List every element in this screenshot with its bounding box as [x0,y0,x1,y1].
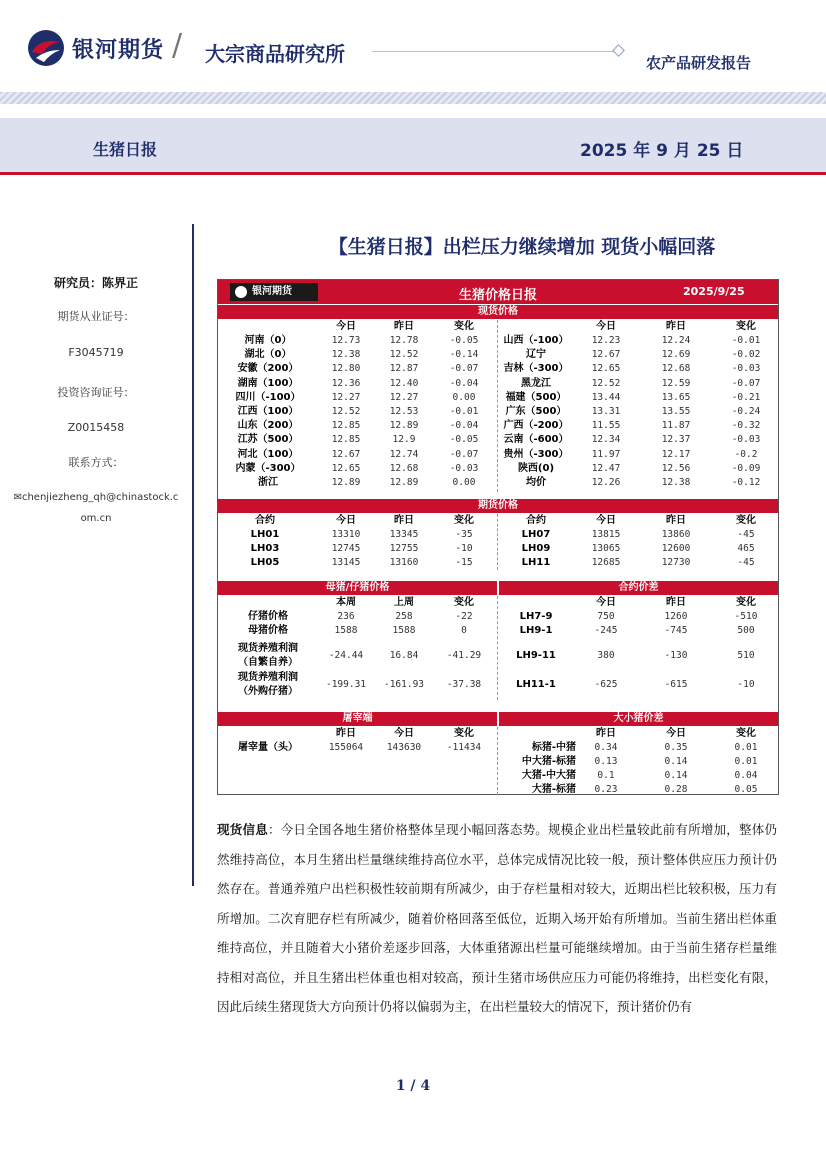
sow-header: 变化 [454,597,474,608]
spot-value-left: 12.74 [389,448,419,460]
page-header [0,0,826,92]
size-value: 0.23 [594,784,618,795]
title-band-underline [0,172,826,175]
spot-value-right: 11.87 [661,420,691,432]
spread-value: 500 [737,625,755,636]
futures-value-right: 465 [737,543,755,555]
slaughter-label: 屠宰量（头） [238,742,298,753]
sow-header: 上周 [394,597,414,608]
spread-header: 昨日 [666,597,686,608]
sow-label: 现货养殖利润 [238,672,298,683]
table-logo-text: 银河期货 [252,286,292,297]
spot-divider [497,320,498,492]
futures-value-right: 12730 [661,557,691,569]
sow-value: 16.84 [389,650,419,661]
sow-value: 1588 [334,625,358,636]
spread-value: -625 [594,679,618,690]
spot-value-right: 12.56 [661,462,691,474]
spot-value-left: -0.04 [449,377,479,389]
futures-header-right: 昨日 [666,515,686,526]
spot-value-right: -0.32 [731,420,761,432]
consult-cert: Z0015458 [67,421,125,434]
spot-value-right: 13.31 [591,406,621,417]
spread-value: -130 [664,650,688,661]
header-rule [372,51,622,52]
spot-region-left: 河南（0） [244,335,292,346]
sow-section-header: 母猪/仔猪价格 [218,581,497,595]
spot-header-right: 今日 [596,321,616,332]
futures-value-right: 12600 [661,543,691,555]
spot-region-right: 广东（500） [505,406,567,417]
futures-divider [497,514,498,570]
spread-header: 变化 [736,597,756,608]
galaxy-logo-icon [26,28,66,68]
sow-label-sub: （自繁自养） [238,657,298,668]
futures-header-left: 今日 [336,515,356,526]
futures-value-right: -45 [737,557,755,569]
size-section-header: 大小猪价差 [499,712,778,726]
size-value: 0.14 [664,770,688,781]
table-title: 生猪价格日报 [458,288,537,303]
slaughter-size-divider [497,727,498,795]
spot-value-left: 12.87 [389,363,419,375]
report-title: 【生猪日报】出栏压力继续增加 现货小幅回落 [328,236,716,258]
spot-value-left: -0.01 [449,406,479,417]
size-label: 中大猪-标猪 [521,756,576,767]
spot-value-left: 12.27 [389,391,419,403]
table-date: 2025/9/25 [683,285,745,298]
spot-value-right: 13.55 [661,406,691,417]
price-table [217,279,779,795]
futures-value-right: 13860 [661,529,691,540]
spot-value-left: 12.52 [331,406,361,417]
spot-header-left: 昨日 [394,321,414,332]
spot-value-left: -0.14 [449,349,479,361]
spot-region-right: 辽宁 [526,349,546,361]
spot-value-left: 0.00 [452,477,476,488]
futures-value-right: -45 [737,529,755,540]
spot-info-paragraph [217,815,777,1022]
futures-value-left: -10 [455,543,473,555]
spread-contract: LH11-1 [516,679,556,690]
spot-region-right: 吉林（-300） [503,363,569,375]
spot-region-left: 四川（-100） [235,391,301,403]
spot-value-right: -0.09 [731,462,761,474]
size-label: 大猪-标猪 [531,784,576,795]
spot-value-right: 11.55 [591,420,621,432]
spot-value-right: 13.44 [591,391,621,403]
futures-value-right: 12685 [591,557,621,569]
sow-value: 258 [395,611,413,622]
futures-contract-right: LH07 [521,529,551,540]
futures-contract-left: LH05 [250,557,280,569]
spot-value-left: 12.80 [331,363,361,375]
spot-region-right: 福建（500） [505,391,567,403]
spot-value-right: 12.69 [661,349,691,361]
spot-header-right: 昨日 [666,321,686,332]
futures-header-right: 变化 [736,515,756,526]
section-name: 生猪日报 [93,140,158,159]
spot-value-right: 12.17 [661,448,691,460]
current-page: 1 [395,1078,406,1094]
sow-label: 现货养殖利润 [238,643,298,654]
spread-value: 380 [597,650,615,661]
spot-value-left: 12.67 [331,448,361,460]
futures-header-right: 今日 [596,515,616,526]
spot-value-right: -0.02 [731,349,761,361]
spot-value-right: 12.52 [591,377,621,389]
spot-value-left: 12.85 [331,434,361,446]
futures-value-left: 12745 [331,543,361,555]
spread-value: -510 [734,611,758,622]
spot-value-right: -0.01 [731,335,761,346]
futures-header-right: 合约 [526,515,546,526]
futures-header-left: 昨日 [394,515,414,526]
spot-region-right: 广西（-200） [503,420,569,432]
sow-value: -24.44 [328,650,364,661]
sow-value: 236 [337,611,355,622]
spot-value-left: 12.89 [331,477,361,488]
slaughter-section-header: 屠宰端 [218,712,497,726]
sow-value: -22 [455,611,473,622]
spread-value: 1260 [664,611,688,622]
sow-value: 0 [461,625,467,636]
futures-header-left: 变化 [454,515,474,526]
spread-contract: LH7-9 [519,611,553,622]
futures-value-left: -15 [455,557,473,569]
spot-region-left: 湖南（100） [237,377,299,389]
spot-header-right: 变化 [736,321,756,332]
spot-region-left: 安徽（200） [237,363,299,375]
futures-value-left: 13310 [331,529,361,540]
sow-value: -41.29 [446,650,482,661]
spot-value-right: 12.59 [661,377,691,389]
spot-value-left: 12.9 [392,434,416,446]
spot-value-left: 12.85 [331,420,361,432]
spot-header-left: 今日 [336,321,356,332]
size-header: 变化 [736,728,756,739]
spot-value-right: 12.47 [591,462,621,474]
size-value: 0.1 [597,770,615,781]
spot-region-left: 内蒙（-300） [235,462,301,474]
slaughter-value: -11434 [446,742,482,753]
spot-header-left: 变化 [454,321,474,332]
spread-value: -745 [664,625,688,636]
spot-region-left: 浙江 [258,477,278,488]
futures-value-left: 12755 [389,543,419,555]
spot-value-left: 12.38 [331,349,361,361]
futures-value-left: 13345 [389,529,419,540]
spot-value-left: -0.03 [449,462,479,474]
report-date: 2025 年 9 月 25 日 [580,141,744,161]
size-value: 0.35 [664,742,688,753]
spot-value-left: 12.36 [331,377,361,389]
spot-value-right: -0.03 [731,434,761,446]
spot-info-text: ：今日全国各地生猪价格整体呈现小幅回落态势。规模企业出栏量较此前有所增加，整体仍然维持高位，本月生猪出栏量继续维持高位水平，总体完成情况比较一般，预计整体供应压力预计仍然存在。普通养殖户出栏积极性较前期有所减少，由于存栏量相对较大，近期出栏比较积极，压力有所增加。二次育肥存栏有所减少，随着价格回落至低位，近期入场开始有所增加。当前生猪出栏体重维持高位，并且随着大小猪价差逐步回落，大体重猪源出栏量可能继续增加。由于当前生猪存栏量维持相对高位，并且生猪出栏体重也相对较高，预计生猪市场供应压力可能仍将维持，出栏变化有限，因此后续生猪现货大方向预计仍将以偏弱为主，在出栏量较大的情况下，预计猪价仍有 [217,822,777,1014]
spot-value-right: -0.24 [731,406,761,417]
slaughter-header: 昨日 [336,728,356,739]
spot-region-right: 均价 [526,477,546,488]
email-line-2[interactable]: om.cn [80,513,112,524]
futures-cert: F3045719 [68,346,124,359]
sow-label-sub: （外购仔猪） [238,686,298,697]
futures-value-right: 13065 [591,543,621,555]
page-sep: / [405,1078,421,1094]
spot-region-right: 黑龙江 [521,377,551,389]
email-text-1: chenjiezheng_qh@chinastock.c [21,492,179,503]
spot-region-left: 江苏（500） [237,434,299,446]
size-value: 0.14 [664,756,688,767]
spot-region-right: 贵州（-300） [503,448,569,460]
spot-value-left: 12.89 [389,420,419,432]
size-header: 今日 [666,728,686,739]
spot-region-left: 山东（200） [237,420,299,432]
mail-icon: ✉ [13,492,22,503]
sow-header: 本周 [336,597,356,608]
size-label: 大猪-中大猪 [521,770,576,781]
spot-value-left: 12.52 [389,349,419,361]
spot-region-left: 江西（100） [237,406,299,417]
slaughter-value: 155064 [328,742,364,753]
sow-label: 仔猪价格 [248,611,288,622]
futures-contract-left: LH03 [250,543,280,555]
spot-value-right: -0.2 [734,448,758,460]
sow-value: -199.31 [325,679,367,690]
spot-value-left: -0.07 [449,363,479,375]
spot-value-left: -0.07 [449,448,479,460]
size-value: 0.04 [734,770,758,781]
futures-value-right: 13815 [591,529,621,540]
futures-cert-label: 期货从业证号： [57,310,135,323]
futures-value-left: 13145 [331,557,361,569]
spot-value-left: 12.68 [389,462,419,474]
researcher-name: 研究员：陈界正 [53,276,138,290]
spot-value-right: -0.07 [731,377,761,389]
spot-value-right: 12.65 [591,363,621,375]
spot-value-left: 12.65 [331,462,361,474]
futures-contract-right: LH11 [521,557,551,569]
total-pages: 4 [420,1078,431,1094]
spread-value: 750 [597,611,615,622]
futures-value-left: -35 [455,529,473,540]
size-value: 0.01 [734,756,758,767]
spot-value-left: -0.04 [449,420,479,432]
slaughter-value: 143630 [386,742,422,753]
spread-contract: LH9-1 [519,625,553,636]
report-type: 农产品研发报告 [646,54,752,72]
contact-label: 联系方式： [68,456,124,469]
sow-label: 母猪价格 [248,625,288,636]
page-number [0,1078,826,1094]
spread-value: -10 [737,679,755,690]
size-value: 0.01 [734,742,758,753]
logo-text: 银河期货 [72,38,165,63]
spot-value-left: 0.00 [452,391,476,403]
spot-value-right: 12.67 [591,349,621,361]
spot-region-right: 山西（-100） [503,335,569,346]
spot-section-header: 现货价格 [218,305,778,319]
spot-value-left: -0.05 [449,434,479,446]
size-label: 标猪-中猪 [531,742,576,753]
spot-value-right: 12.37 [661,434,691,446]
spot-value-right: 12.34 [591,434,621,446]
spread-value: -245 [594,625,618,636]
header-stripe [0,92,826,104]
spot-value-left: -0.05 [449,335,479,346]
spread-value: 510 [737,650,755,661]
slaughter-header: 今日 [394,728,414,739]
spot-value-right: 12.24 [661,335,691,346]
spot-value-right: 12.68 [661,363,691,375]
spot-value-left: 12.53 [389,406,419,417]
spot-value-right: -0.12 [731,477,761,488]
spot-value-right: -0.21 [731,391,761,403]
futures-contract-right: LH09 [521,543,551,555]
spot-value-right: -0.03 [731,363,761,375]
email-line-1[interactable] [0,492,192,503]
spot-value-left: 12.78 [389,335,419,346]
spread-section-header: 合约价差 [499,581,778,595]
size-value: 0.05 [734,784,758,795]
spot-region-left: 河北（100） [237,448,299,460]
size-value: 0.13 [594,756,618,767]
spot-value-right: 12.38 [661,477,691,488]
diamond-icon [612,44,625,57]
spot-region-left: 湖北（0） [244,349,292,361]
consult-cert-label: 投资咨询证号： [57,386,135,399]
spot-value-left: 12.40 [389,377,419,389]
institute-name: 大宗商品研究所 [205,42,345,66]
size-value: 0.28 [664,784,688,795]
spot-value-right: 11.97 [591,448,621,460]
spread-header: 今日 [596,597,616,608]
sidebar-divider [192,224,194,886]
spread-contract: LH9-11 [516,650,556,661]
spot-region-right: 陕西(0) [517,462,555,474]
sow-value: -37.38 [446,679,482,690]
futures-header-left: 合约 [255,515,275,526]
logo-divider: / [172,28,183,63]
sow-spread-divider [497,596,498,700]
spot-value-right: 12.26 [591,477,621,488]
sow-value: -161.93 [383,679,425,690]
spot-value-left: 12.73 [331,335,361,346]
futures-contract-left: LH01 [250,529,280,540]
size-header: 昨日 [596,728,616,739]
size-value: 0.34 [594,742,618,753]
sow-value: 1588 [392,625,416,636]
spot-value-left: 12.89 [389,477,419,488]
spot-value-right: 13.65 [661,391,691,403]
slaughter-header: 变化 [454,728,474,739]
spread-value: -615 [664,679,688,690]
spot-value-left: 12.27 [331,391,361,403]
spot-value-right: 12.23 [591,335,621,346]
spot-info-lead: 现货信息 [217,822,268,837]
futures-section-header: 期货价格 [218,499,778,513]
spot-region-right: 云南（-600） [503,434,569,446]
futures-value-left: 13160 [389,557,419,569]
